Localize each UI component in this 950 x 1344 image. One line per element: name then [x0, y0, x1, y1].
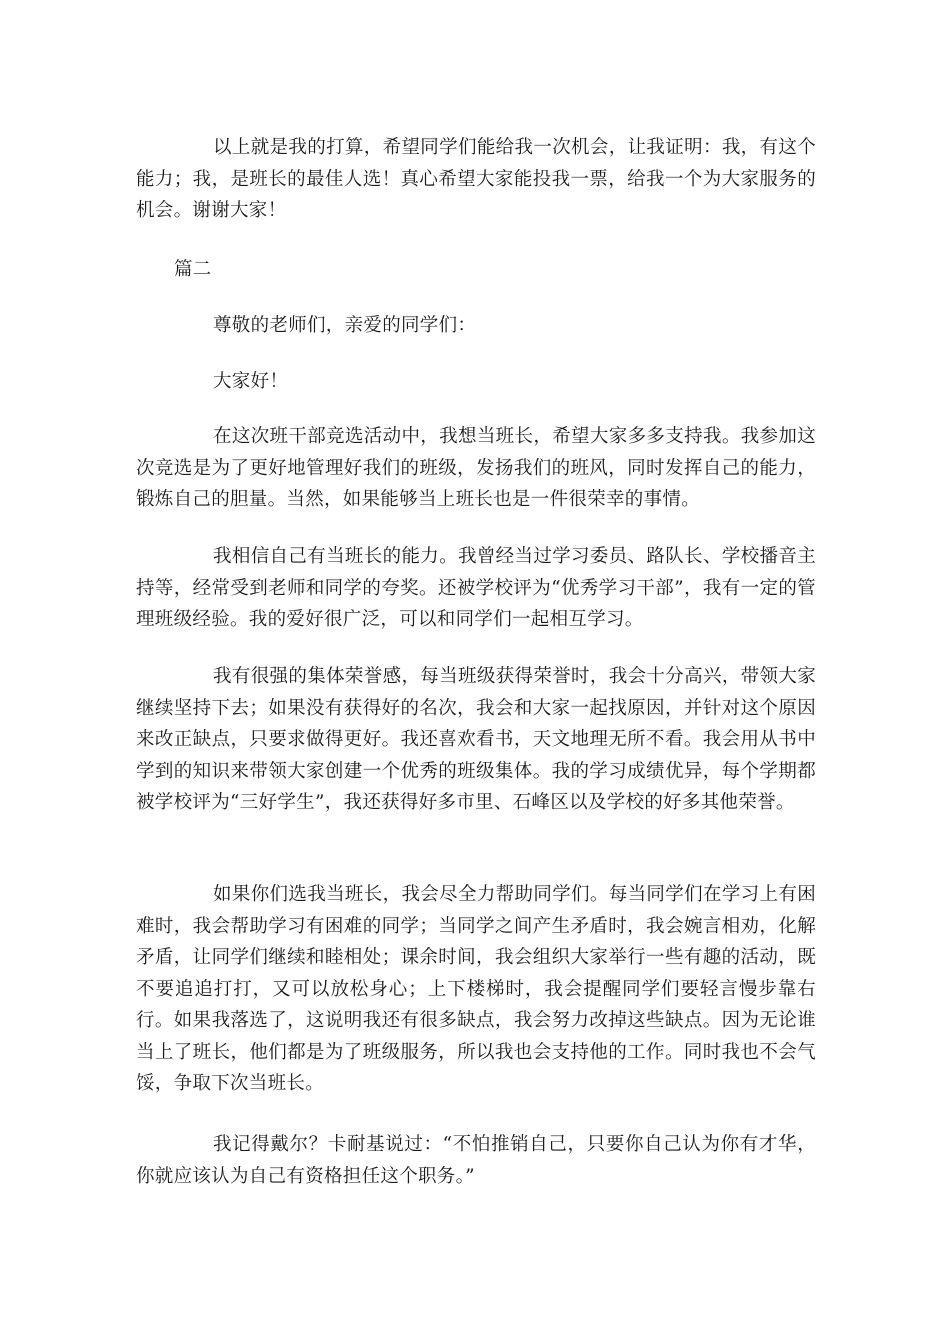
closing-paragraph: 以上就是我的打算，希望同学们能给我一次机会，让我证明：我，有这个能力；我，是班长的最佳人选！真心希望大家能投我一票，给我一个为大家服务的机会。谢谢大家！	[136, 137, 816, 221]
body-paragraph-3: 我有很强的集体荣誉感，每当班级获得荣誉时，我会十分高兴，带领大家继续坚持下去；如果没有获得好的名次，我会和大家一起找原因，并针对这个原因来改正缺点，只要求做得更好。我还喜欢看书，天文地理无所不看。我会用从书中学到的知识来带领大家创建一个优秀的班级集体。我的学习成绩优异，每个学期都被学校评为“三好学生”，我还获得好多市里、石峰区以及学校的好多其他荣誉。	[136, 666, 816, 813]
salutation: 尊敬的老师们，亲爱的同学们：	[213, 315, 477, 336]
body-paragraph-4: 如果你们选我当班长，我会尽全力帮助同学们。每当同学们在学习上有困难时，我会帮助学习有困难的同学；当同学之间产生矛盾时，我会婉言相劝，化解矛盾，让同学们继续和睦相处；课余时间，我会组织大家举行一些有趣的活动，既不要追追打打，又可以放松身心；上下楼梯时，我会提醒同学们要轻言慢步靠右行。如果我落选了，这说明我还有很多缺点，我会努力改掉这些缺点。因为无论谁当上了班长，他们都是为了班级服务，所以我也会支持他的工作。同时我也不会气馁，争取下次当班长。	[136, 884, 816, 1094]
greeting: 大家好！	[213, 371, 289, 392]
body-paragraph-2: 我相信自己有当班长的能力。我曾经当过学习委员、路队长、学校播音主持等，经常受到老师和同学的夸奖。还被学校评为“优秀学习干部”，我有一定的管理班级经验。我的爱好很广泛，可以和同学们一起相互学习。	[136, 546, 816, 630]
section-heading: 篇二	[174, 259, 212, 280]
body-paragraph-1: 在这次班干部竞选活动中，我想当班长，希望大家多多支持我。我参加这次竞选是为了更好地管理好我们的班级，发扬我们的班风，同时发挥自己的能力，锻炼自己的胆量。当然，如果能够当上班长也是一件很荣幸的事情。	[136, 426, 816, 510]
body-paragraph-5: 我记得戴尔？卡耐基说过：“不怕推销自己，只要你自己认为你有才华，你就应该认为自己有资格担任这个职务。”	[136, 1134, 816, 1187]
